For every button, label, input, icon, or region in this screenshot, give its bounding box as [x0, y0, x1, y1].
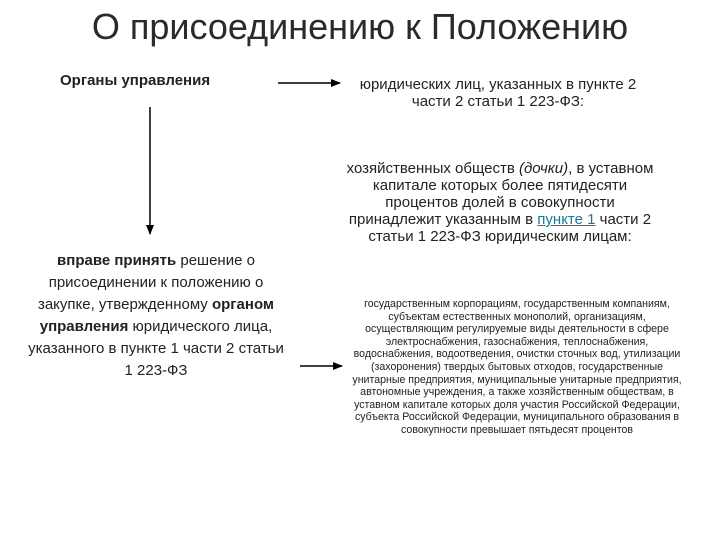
clause-1-link[interactable]: пункте 1 — [537, 211, 596, 228]
decision-bold-2: органом управления — [39, 296, 275, 335]
legal-entities-block: юридических лиц, указанных в пункте 2 части 2 статьи 1 223-ФЗ: — [359, 76, 637, 110]
decision-text-2: юридического лица, указанного в пункте 1 части 2 статьи 1 223-ФЗ — [28, 318, 284, 379]
decision-text-1: решение о присоединении к положению о закупке, утвержденному — [37, 252, 264, 313]
subsidiaries-text-end: части 2 статьи 1 223-ФЗ юридическим лицам: — [368, 211, 652, 245]
decision-bold-1: вправе принять — [57, 252, 177, 269]
organs-label: Органы управления — [60, 72, 211, 89]
subsidiaries-text-mid: , в уставном капитале которых более пятидесяти процентов долей в совокупности принадлежит указанным в — [348, 160, 654, 228]
subsidiaries-text-start: хозяйственных обществ — [346, 160, 519, 177]
slide-title: О присоединению к Положению — [91, 6, 629, 47]
state-entities-block: государственным корпорациям, государственным компаниям, субъектам естественных монополий, организациям, осуществляющим регулируемые виды деятельности в сфере электроснабжения, газоснабжения, теплоснабжения, водоснабжения, водоотведения, очистки сточных вод, утилизации (захоронения) твердых бытовых отходов, государственные унитарные предприятия, муниципальные унитарные предприятия, автономные учреждения, а также хозяйственным обществам, в уставном капитале которых доля участия Российской Федерации, субъекта Российской Федерации, муниципального образования в совокупности превышает пятьдесят процентов — [352, 298, 682, 436]
subsidiaries-italic: (дочки) — [518, 160, 569, 177]
